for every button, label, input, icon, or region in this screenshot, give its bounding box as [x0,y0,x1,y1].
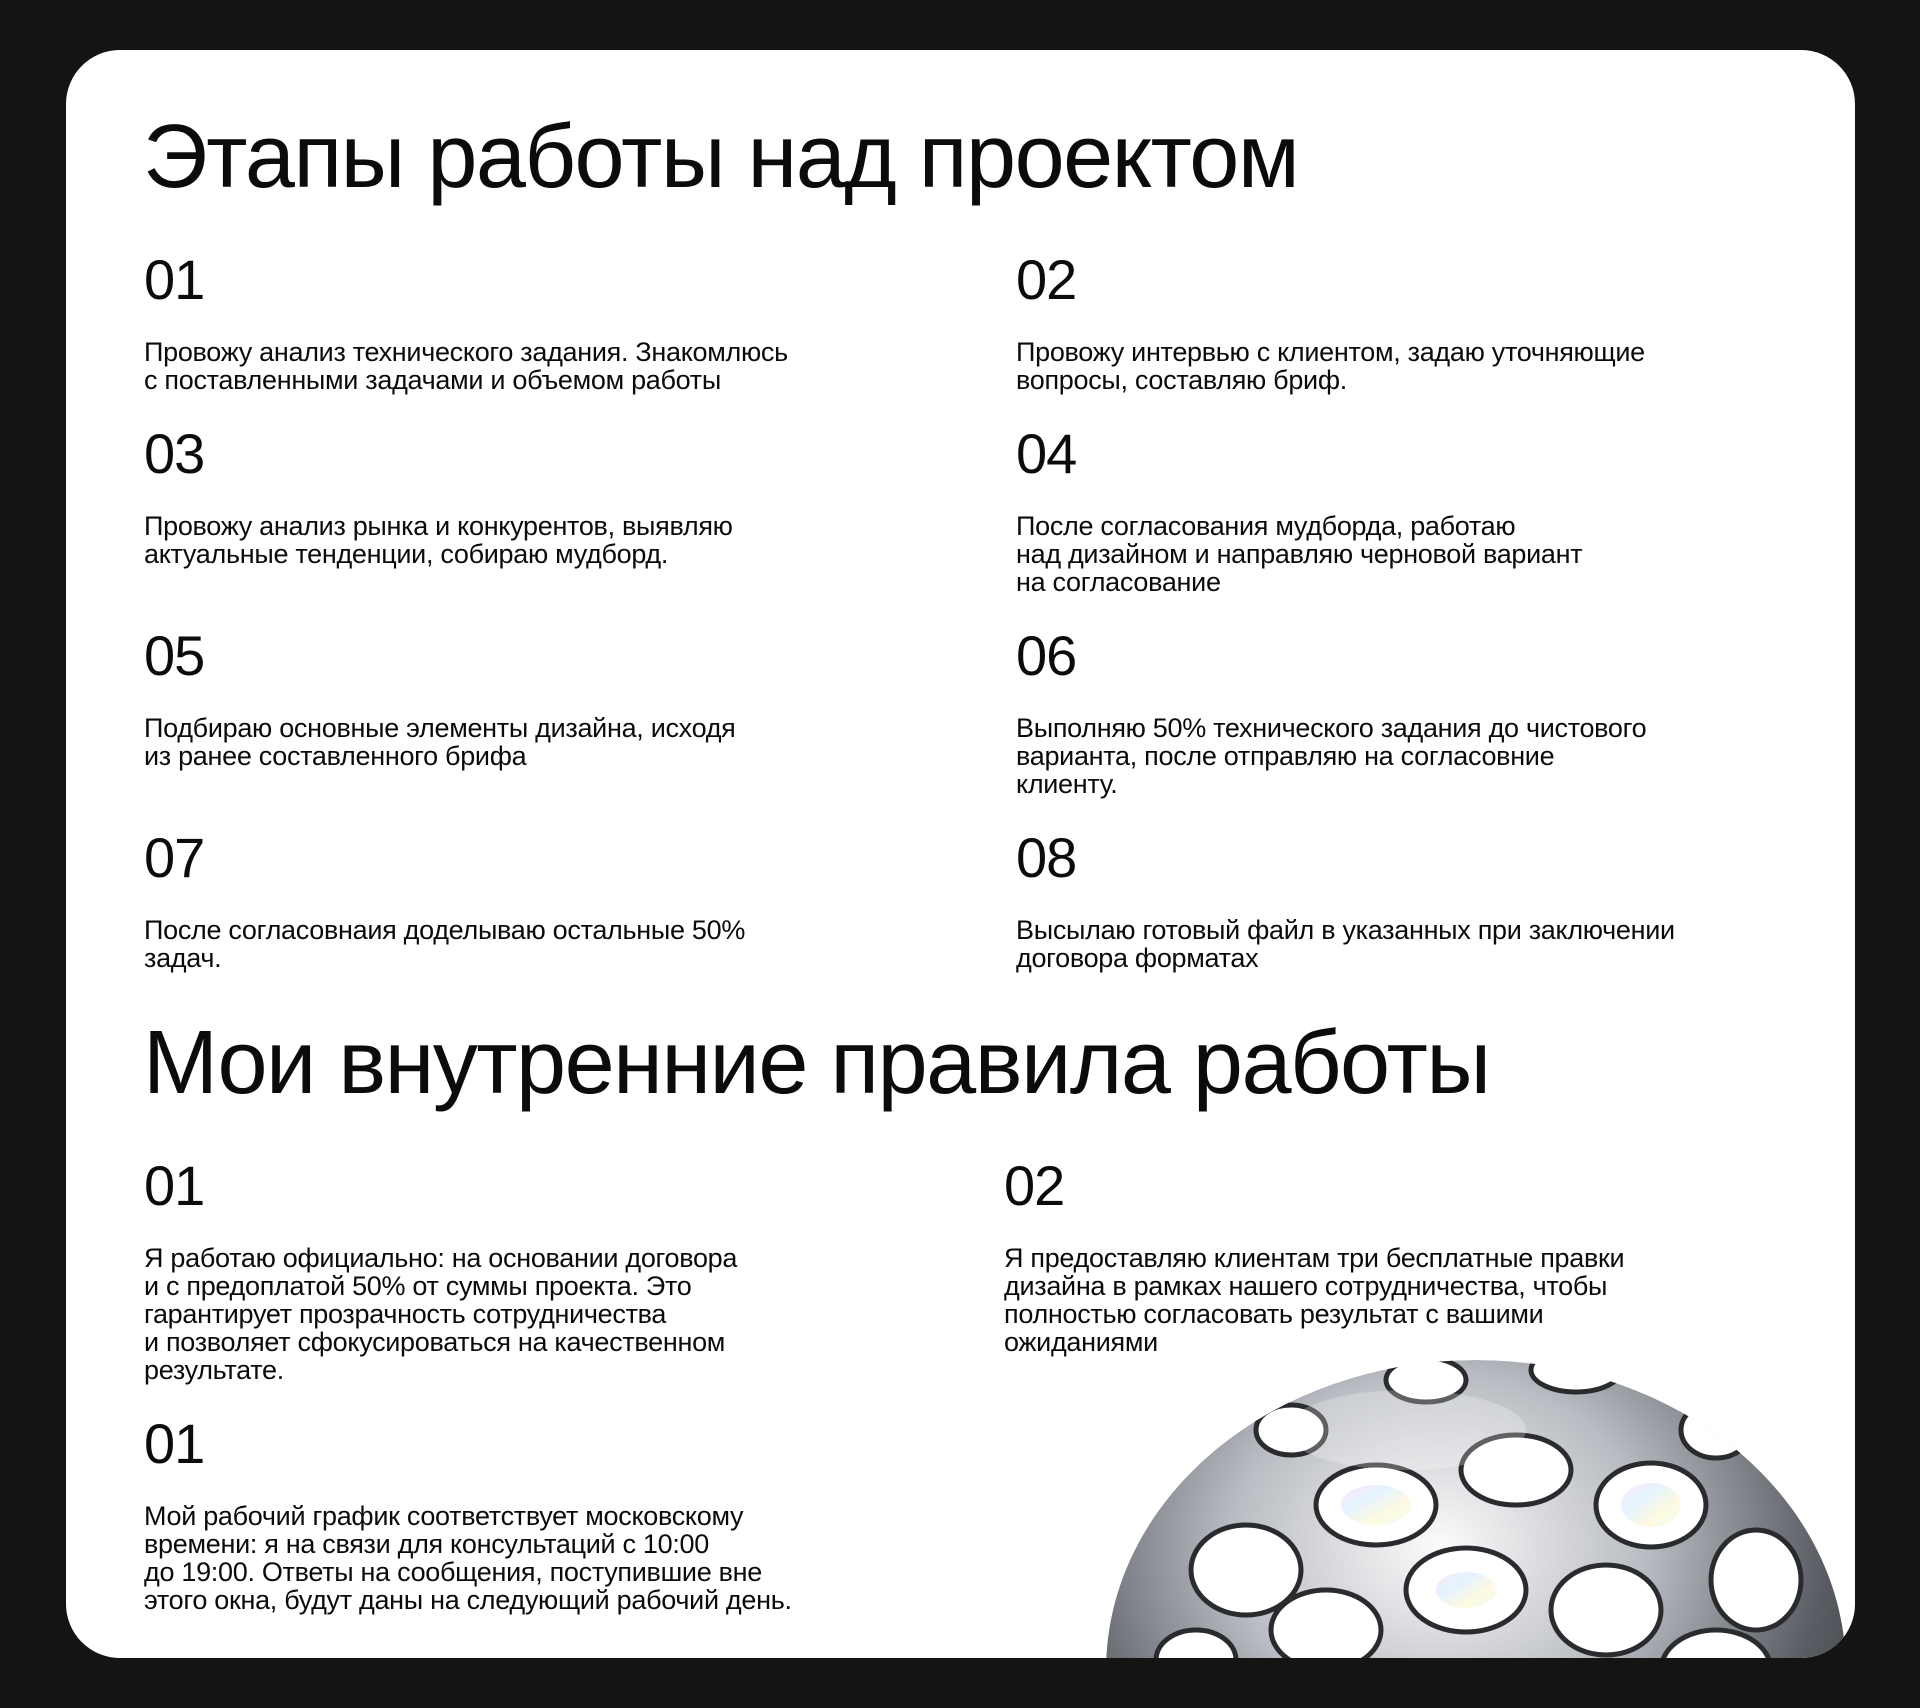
chrome-lattice-sphere-icon [1076,1320,1855,1658]
stage-item-7 [144,826,864,973]
stage-item-1 [144,248,864,395]
stage-number: 07 [144,826,205,889]
rule-text: Мой рабочий график соответствует московскому времени: я на связи для консультаций с 10:00 до 19:00. Ответы на сообщения, поступившие вне этого окна, будут даны на следующий рабочий день. [144,1501,792,1615]
stage-number: 06 [1016,624,1077,687]
stage-item-4 [1016,422,1736,597]
stage-text: После согласовнаия доделываю остальные 50% задач. [144,915,746,973]
rule-text: Я предоставляю клиентам три бесплатные правки дизайна в рамках нашего сотрудничества, чтобы полностью согласовать результат с вашими ожиданиями [1004,1243,1625,1357]
rule-item-1 [144,1154,864,1385]
rule-number: 02 [1004,1154,1065,1217]
stage-number: 01 [144,248,205,311]
rule-text: Я работаю официально: на основании договора и с предоплатой 50% от суммы проекта. Это гарантирует прозрачность сотрудничества и позволяет сфокусироваться на качественном результате. [144,1243,738,1385]
rules-title: Мои внутренние правила работы [143,1013,1490,1113]
stages-title: Этапы работы над проектом [143,107,1299,207]
rule-number: 01 [144,1154,205,1217]
stage-number: 03 [144,422,205,485]
stage-text: Подбираю основные элементы дизайна, исходя из ранее составленного брифа [144,713,736,771]
stage-text: Высылаю готовый файл в указанных при заключении договора форматах [1016,915,1675,973]
stage-item-2 [1016,248,1736,395]
stage-text: Выполняю 50% технического задания до чистового варианта, после отправляю на согласовние клиенту. [1016,713,1647,799]
stage-number: 05 [144,624,205,687]
stage-item-5 [144,624,864,771]
stage-item-3 [144,422,864,569]
stage-text: Провожу анализ рынка и конкурентов, выявляю актуальные тенденции, собираю мудборд. [144,511,733,569]
stage-number: 04 [1016,422,1077,485]
stage-text: Провожу анализ технического задания. Знакомлюсь с поставленными задачами и объемом работы [144,337,788,395]
rule-number: 01 [144,1412,205,1475]
stage-text: Провожу интервью с клиентом, задаю уточняющие вопросы, составляю бриф. [1016,337,1645,395]
stage-text: После согласования мудборда, работаю над дизайном и направляю черновой вариант на согласование [1016,511,1583,597]
rule-item-3 [144,1412,864,1615]
stage-number: 08 [1016,826,1077,889]
stage-item-6 [1016,624,1736,799]
stage-number: 02 [1016,248,1077,311]
stage-item-8 [1016,826,1736,973]
content-card [66,50,1855,1658]
